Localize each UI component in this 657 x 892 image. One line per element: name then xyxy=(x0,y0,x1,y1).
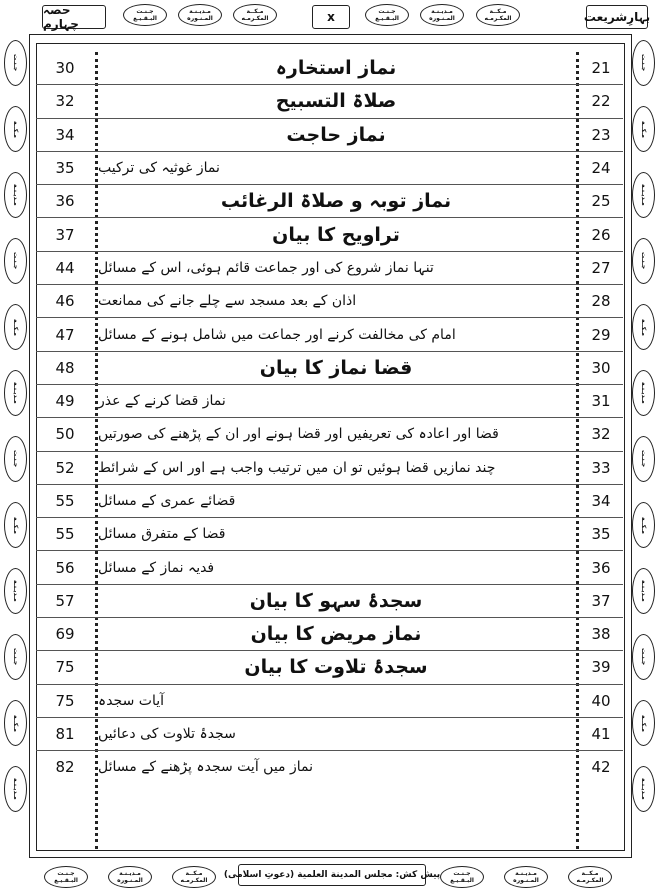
toc-row[interactable] xyxy=(36,318,623,351)
oval-madinah-side: مـديـنـة xyxy=(4,766,27,812)
toc-entry-number: 29 xyxy=(591,325,611,344)
toc-title: چند نمازیں قضا ہوئیں تو ان میں ترتیب واجب ہے اور اس کے شرائط xyxy=(98,459,496,476)
oval-makkah-side: مـكــة xyxy=(632,502,655,548)
toc-entry-number: 27 xyxy=(591,258,611,277)
toc-title: سجدۂ تلاوت کا بیان xyxy=(244,656,428,679)
toc-row[interactable] xyxy=(36,452,623,485)
toc-entry-number: 35 xyxy=(591,525,611,544)
toc-title: نماز حاجت xyxy=(286,123,386,146)
toc-row[interactable] xyxy=(36,551,623,584)
toc-title: فدیہ نماز کے مسائل xyxy=(98,559,215,576)
toc-row[interactable] xyxy=(36,651,623,684)
toc-page-number: 34 xyxy=(55,125,75,144)
toc-row[interactable] xyxy=(36,751,623,783)
oval-jannat-bottom: جـنـت البـقـيـع xyxy=(44,866,88,888)
toc-page-number: 50 xyxy=(55,425,75,444)
oval-jannat-side: جـنـت xyxy=(632,436,655,482)
toc-entry-number: 21 xyxy=(591,59,611,78)
toc-page-number: 55 xyxy=(55,525,75,544)
toc-entry-number: 37 xyxy=(591,591,611,610)
toc-title: نماز غوثیہ کی ترکیب xyxy=(98,160,220,177)
oval-madinah-bottom: مـديـنـة المـنـوره xyxy=(108,866,152,888)
toc-title: تراویح کا بیان xyxy=(272,223,400,246)
toc-title: نماز قضا کرنے کے عذر xyxy=(98,393,226,410)
oval-madinah-side: مـديـنـة xyxy=(632,172,655,218)
oval-jannat-top: جـنـت البـقـيـع xyxy=(365,4,409,26)
oval-madinah-top: مـديـنـة المـنـوره xyxy=(178,4,222,26)
toc-entry-number: 28 xyxy=(591,292,611,311)
toc-entry-number: 38 xyxy=(591,625,611,644)
oval-jannat-bottom: جـنـت البـقـيـع xyxy=(440,866,484,888)
toc-entry-number: 22 xyxy=(591,92,611,111)
toc-page-number: 47 xyxy=(55,325,75,344)
oval-madinah-bottom: مـديـنـة المـنـوره xyxy=(504,866,548,888)
toc-title: آیات سجدہ xyxy=(98,692,165,709)
toc-row[interactable] xyxy=(36,85,623,118)
oval-makkah-side: مـكــة xyxy=(4,304,27,350)
toc-title: اذان کے بعد مسجد سے چلے جانے کی ممانعت xyxy=(98,293,357,310)
oval-makkah-top: مـكــة المكـرمـه xyxy=(233,4,277,26)
toc-title: سجدۂ سہو کا بیان xyxy=(249,589,423,612)
toc-title: امام کی مخالفت کرنے اور جماعت میں شامل ہونے کے مسائل xyxy=(98,326,456,343)
toc-entry-number: 23 xyxy=(591,125,611,144)
toc-page-number: 30 xyxy=(55,59,75,78)
toc-page-number: 75 xyxy=(55,691,75,710)
toc-entry-number: 41 xyxy=(591,725,611,744)
oval-madinah-side: مـديـنـة xyxy=(632,370,655,416)
toc-row[interactable] xyxy=(36,352,623,385)
toc-row[interactable] xyxy=(36,585,623,618)
separator-x: x xyxy=(312,5,350,29)
toc-page-number: 69 xyxy=(55,625,75,644)
toc-entry-number: 34 xyxy=(591,492,611,510)
oval-jannat-side: جـنـت xyxy=(4,238,27,284)
toc-title: صلاۃ التسبیح xyxy=(275,90,397,113)
oval-makkah-side: مـكــة xyxy=(632,106,655,152)
toc-page-number: 46 xyxy=(55,292,75,311)
oval-madinah-side: مـديـنـة xyxy=(632,568,655,614)
toc-entry-number: 31 xyxy=(591,392,611,411)
toc-page-number: 32 xyxy=(55,92,75,111)
toc-page-number: 35 xyxy=(55,159,75,178)
toc-title: تنہا نماز شروع کی اور جماعت قائم ہوئی، اس کے مسائل xyxy=(98,259,434,276)
toc-page-number: 49 xyxy=(55,392,75,411)
oval-makkah-side: مـكــة xyxy=(632,700,655,746)
toc-row[interactable] xyxy=(36,718,623,751)
toc-page-number: 48 xyxy=(55,358,75,377)
oval-makkah-side: مـكــة xyxy=(4,106,27,152)
oval-makkah-top: مـكــة المكـرمـه xyxy=(476,4,520,26)
toc-row[interactable] xyxy=(36,518,623,551)
oval-madinah-side: مـديـنـة xyxy=(4,568,27,614)
toc-row[interactable] xyxy=(36,285,623,318)
oval-makkah-side: مـكــة xyxy=(632,304,655,350)
oval-jannat-side: جـنـت xyxy=(632,634,655,680)
toc-title: قضا کے متفرق مسائل xyxy=(98,526,226,543)
toc-page-number: 55 xyxy=(55,492,75,510)
toc-title: نماز استخارہ xyxy=(275,57,397,80)
toc-row[interactable] xyxy=(36,119,623,152)
oval-makkah-bottom: مـكــة المكـرمـه xyxy=(172,866,216,888)
toc-entry-number: 26 xyxy=(591,225,611,244)
toc-entry-number: 32 xyxy=(591,425,611,444)
oval-makkah-bottom: مـكــة المكـرمـه xyxy=(568,866,612,888)
oval-jannat-side: جـنـت xyxy=(632,40,655,86)
toc-page-number: 37 xyxy=(55,225,75,244)
oval-jannat-top: جـنـت البـقـيـع xyxy=(123,4,167,26)
toc-table xyxy=(36,52,623,784)
book-title: بہارِشریعت xyxy=(586,5,648,29)
toc-entry-number: 25 xyxy=(591,192,611,211)
toc-row[interactable] xyxy=(36,218,623,251)
toc-row[interactable] xyxy=(36,252,623,285)
toc-page-number: 36 xyxy=(55,192,75,211)
toc-page-number: 81 xyxy=(55,725,75,744)
toc-page-number: 56 xyxy=(55,558,75,577)
toc-page-number: 44 xyxy=(55,258,75,277)
oval-jannat-side: جـنـت xyxy=(4,436,27,482)
toc-row[interactable] xyxy=(36,485,623,518)
oval-madinah-side: مـديـنـة xyxy=(4,172,27,218)
toc-entry-number: 30 xyxy=(591,358,611,377)
toc-title: نماز توبہ و صلاۃ الرغائب xyxy=(220,190,452,213)
toc-row[interactable] xyxy=(36,152,623,185)
oval-jannat-side: جـنـت xyxy=(4,634,27,680)
toc-title: قضائے عمری کے مسائل xyxy=(98,493,236,509)
toc-row[interactable] xyxy=(36,618,623,651)
toc-row[interactable] xyxy=(36,418,623,451)
toc-row[interactable] xyxy=(36,385,623,418)
footer-presenter: پیش کش: مجلس المدينة العلمية (دعوتِ اسلامی) xyxy=(238,864,426,886)
oval-madinah-side: مـديـنـة xyxy=(632,766,655,812)
oval-makkah-side: مـكــة xyxy=(4,700,27,746)
toc-title: نماز مریض کا بیان xyxy=(250,623,422,646)
oval-jannat-side: جـنـت xyxy=(632,238,655,284)
toc-title: قضا نماز کا بیان xyxy=(259,356,413,379)
toc-title: نماز میں آیت سجدہ پڑھنے کے مسائل xyxy=(98,759,314,776)
toc-row[interactable] xyxy=(36,52,623,85)
toc-entry-number: 33 xyxy=(591,458,611,477)
oval-madinah-side: مـديـنـة xyxy=(4,370,27,416)
part-label: حصہ چہارم xyxy=(42,5,106,29)
oval-makkah-side: مـكــة xyxy=(4,502,27,548)
oval-madinah-top: مـديـنـة المـنـوره xyxy=(420,4,464,26)
toc-entry-number: 39 xyxy=(591,658,611,677)
oval-jannat-side: جـنـت xyxy=(4,40,27,86)
toc-entry-number: 36 xyxy=(591,558,611,577)
toc-entry-number: 42 xyxy=(591,758,611,777)
toc-entry-number: 40 xyxy=(591,691,611,710)
toc-row[interactable] xyxy=(36,185,623,218)
toc-page-number: 57 xyxy=(55,591,75,610)
toc-page-number: 82 xyxy=(55,758,75,777)
toc-entry-number: 24 xyxy=(591,159,611,178)
toc-title: قضا اور اعادہ کی تعریفیں اور قضا ہونے اور ان کے پڑھنے کی صورتیں xyxy=(98,426,499,443)
toc-title: سجدۂ تلاوت کی دعائیں xyxy=(98,726,236,743)
toc-row[interactable] xyxy=(36,685,623,718)
toc-page-number: 52 xyxy=(55,458,75,477)
toc-page-number: 75 xyxy=(55,658,75,677)
